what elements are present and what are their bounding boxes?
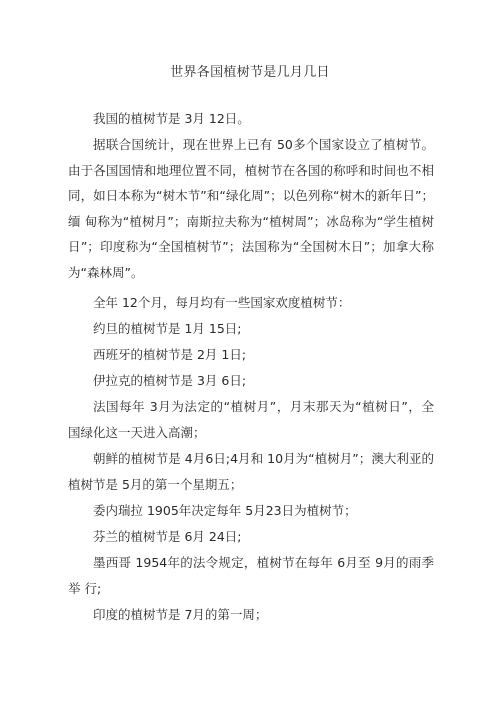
list-item-india: 印度的植树节是 7月的第一周；: [93, 607, 268, 622]
list-item-jordan: 约旦的植树节是 1月 15日;: [93, 321, 242, 336]
list-item-spain: 西班牙的植树节是 2月 1日;: [93, 347, 247, 362]
paragraph-un-statistics: 据联合国统计，现在世界上已有 50多个国家设立了植树节。由于各国国情和地理位置不同，植树节在各国的称呼和时间也不相同，如日本称为“树木节”和“绿化周”；以色列称“树木的新年日”；缅 甸称为“植树月”；南斯拉夫称为“植树周”；冰岛称为“学生植树 日”；印度称为“全国植树节”；法国称为“全国树木日”；加拿大称 为“森林周”。: [68, 137, 434, 280]
list-item-finland: 芬兰的植树节是 6月 24日;: [93, 529, 242, 544]
paragraph-china: 我国的植树节是 3月 12日。: [93, 111, 250, 126]
paragraph-year-round: 全年 12个月，每月均有一些国家欢度植树节：: [93, 295, 351, 310]
document-title: 世界各国植树节是几月几日: [170, 65, 330, 80]
paragraph-france: 法国每年 3月为法定的“植树月”，月末那天为“植树日”，全 国绿化这一天进入高潮；: [68, 399, 434, 440]
paragraph-korea-australia: 朝鲜的植树节是 4月6日;4月和 10月为“植树月”；澳大利亚的植树节是 5月的第一个星期五；: [68, 451, 434, 492]
list-item-iraq: 伊拉克的植树节是 3月 6日;: [93, 373, 247, 388]
paragraph-mexico: 墨西哥 1954年的法令规定，植树节在每年 6月至 9月的雨季举 行;: [68, 555, 434, 596]
list-item-venezuela: 委内瑞拉 1905年决定每年 5月23日为植树节；: [93, 503, 357, 518]
